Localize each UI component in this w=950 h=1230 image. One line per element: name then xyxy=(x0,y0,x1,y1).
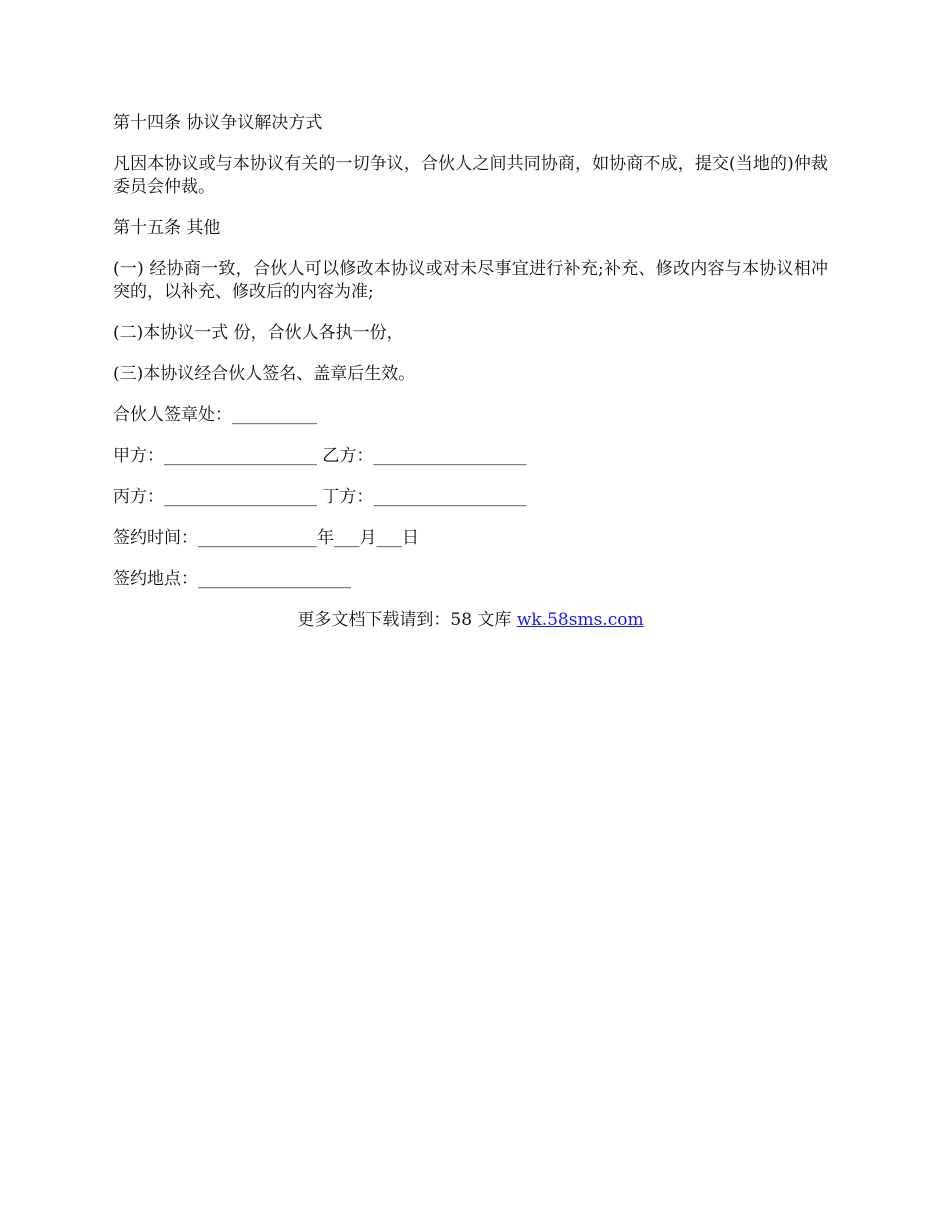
footer-link[interactable]: wk.58sms.com xyxy=(516,610,644,630)
document-body xyxy=(113,112,828,632)
party-a-b-signature-line: 甲方：__________________ 乙方：__________________ xyxy=(113,446,527,466)
partner-signature-line: 合伙人签章处：__________ xyxy=(113,405,317,425)
article-15-clause-1: (一) 经协商一致，合伙人可以修改本协议或对未尽事宜进行补充;补充、修改内容与本协议相冲突的，以补充、修改后的内容为准; xyxy=(113,259,828,302)
article-14-text: 凡因本协议或与本协议有关的一切争议，合伙人之间共同协商，如协商不成，提交(当地的)仲裁委员会仲裁。 xyxy=(113,154,828,197)
article-15-clause-2: (二)本协议一式 份，合伙人各执一份， xyxy=(113,323,404,343)
download-footer xyxy=(113,609,828,632)
signing-date-line: 签约时间：______________年___月___日 xyxy=(113,528,419,548)
article-15-clause-3: (三)本协议经合伙人签名、盖章后生效。 xyxy=(113,364,416,384)
party-c-d-signature-line: 丙方：__________________ 丁方：__________________ xyxy=(113,487,527,507)
signing-place-line: 签约地点：__________________ xyxy=(113,569,351,589)
article-14-heading: 第十四条 协议争议解决方式 xyxy=(113,113,323,133)
article-15-heading: 第十五条 其他 xyxy=(113,218,221,238)
footer-text: 更多文档下载请到：58 文库 xyxy=(297,610,517,630)
